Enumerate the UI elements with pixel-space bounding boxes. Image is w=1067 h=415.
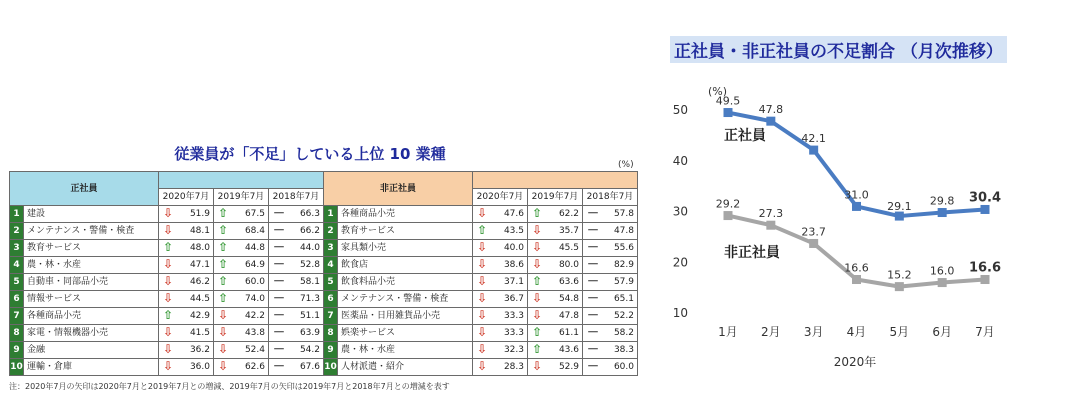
value-cell: [269, 291, 324, 308]
value-cell: [583, 359, 638, 376]
dash-icon: －: [273, 308, 286, 322]
arrow-down-icon: ⇩: [163, 274, 174, 288]
value-cell: [214, 274, 269, 291]
col-year: 2020年7月: [473, 189, 528, 206]
value-text: 36.0: [189, 362, 210, 372]
arrow-down-icon: ⇩: [218, 308, 229, 322]
rank-cell: 1: [324, 206, 338, 223]
value-text: 47.8: [558, 311, 579, 321]
value-text: 45.5: [558, 243, 579, 253]
nonregular-header: 非正社員: [324, 172, 473, 206]
value-cell: [159, 359, 214, 376]
arrow-up-icon: ⇧: [163, 308, 174, 322]
x-tick-label: 5月: [889, 325, 910, 339]
industry-cell: 各種商品小売: [24, 308, 159, 325]
value-cell: [214, 325, 269, 342]
value-text: 38.6: [503, 260, 524, 270]
data-label: 15.2: [887, 268, 912, 282]
value-text: 63.9: [299, 328, 320, 338]
rank-cell: 3: [10, 240, 24, 257]
value-cell: [269, 325, 324, 342]
value-text: 55.6: [613, 243, 634, 253]
table-row: [10, 359, 638, 376]
table-row: [10, 206, 638, 223]
value-cell: [159, 223, 214, 240]
value-cell: [269, 206, 324, 223]
value-text: 64.9: [244, 260, 265, 270]
value-cell: [473, 291, 528, 308]
value-text: 66.2: [299, 226, 320, 236]
arrow-down-icon: ⇩: [218, 325, 229, 339]
industry-cell: 運輸・倉庫: [24, 359, 159, 376]
value-cell: [473, 206, 528, 223]
dash-icon: －: [273, 359, 286, 373]
dash-icon: －: [587, 274, 600, 288]
dash-icon: －: [587, 359, 600, 373]
data-label: 30.4: [968, 190, 1002, 206]
value-cell: [214, 308, 269, 325]
value-cell: [528, 206, 583, 223]
value-text: 52.8: [299, 260, 320, 270]
y-tick-label: 20: [672, 255, 688, 270]
value-text: 38.3: [613, 345, 634, 355]
value-text: 44.5: [189, 294, 210, 304]
industry-cell: 自動車・同部品小売: [24, 274, 159, 291]
data-label: 31.0: [844, 188, 869, 202]
rank-cell: 10: [10, 359, 24, 376]
value-text: 43.8: [244, 328, 265, 338]
value-text: 82.9: [613, 260, 634, 270]
value-cell: [473, 223, 528, 240]
value-text: 43.6: [558, 345, 579, 355]
nonregular-point: [724, 211, 733, 220]
value-text: 58.1: [299, 277, 320, 287]
rank-cell: 2: [324, 223, 338, 240]
ranking-table: [9, 171, 638, 376]
col-year: 2019年7月: [214, 189, 269, 206]
value-text: 54.8: [558, 294, 579, 304]
rank-cell: 7: [10, 308, 24, 325]
value-cell: [528, 223, 583, 240]
table-row: [10, 325, 638, 342]
value-cell: [473, 308, 528, 325]
value-cell: [214, 257, 269, 274]
regular-point: [809, 146, 818, 155]
arrow-down-icon: ⇩: [218, 342, 229, 356]
rank-cell: 5: [10, 274, 24, 291]
x-tick-label: 6月: [932, 325, 952, 339]
arrow-up-icon: ⇧: [218, 206, 229, 220]
rank-cell: 4: [10, 257, 24, 274]
arrow-down-icon: ⇩: [532, 240, 543, 254]
industry-cell: 農・林・水産: [338, 342, 473, 359]
arrow-down-icon: ⇩: [163, 223, 174, 237]
value-text: 60.0: [613, 362, 634, 372]
value-cell: [269, 308, 324, 325]
industry-cell: 教育サービス: [24, 240, 159, 257]
arrow-down-icon: ⇩: [477, 206, 488, 220]
dash-icon: －: [273, 223, 286, 237]
table-row: [10, 342, 638, 359]
value-text: 42.2: [244, 311, 265, 321]
arrow-down-icon: ⇩: [477, 325, 488, 339]
industry-cell: 農・林・水産: [24, 257, 159, 274]
table-row: [10, 274, 638, 291]
regular-point: [981, 205, 990, 214]
data-label: 16.6: [844, 261, 869, 275]
regular-point: [852, 202, 861, 211]
rank-cell: 8: [10, 325, 24, 342]
value-text: 68.4: [244, 226, 265, 236]
value-text: 61.1: [558, 328, 579, 338]
nonregular-point: [809, 239, 818, 248]
value-cell: [214, 206, 269, 223]
rank-cell: 9: [10, 342, 24, 359]
y-tick-label: 50: [672, 103, 688, 117]
value-text: 36.7: [503, 294, 524, 304]
arrow-down-icon: ⇩: [477, 342, 488, 356]
industry-cell: 飲食料品小売: [338, 274, 473, 291]
value-text: 67.6: [299, 362, 320, 372]
value-text: 57.9: [613, 277, 634, 287]
value-text: 41.5: [189, 328, 210, 338]
col-year: 2020年7月: [159, 189, 214, 206]
arrow-down-icon: ⇩: [163, 291, 174, 305]
dash-icon: －: [587, 206, 600, 220]
arrow-down-icon: ⇩: [477, 291, 488, 305]
industry-cell: 飲食店: [338, 257, 473, 274]
data-label: 16.0: [929, 264, 955, 278]
industry-cell: 家電・情報機器小売: [24, 325, 159, 342]
trend-line-chart: [648, 0, 1067, 415]
value-cell: [583, 325, 638, 342]
dash-icon: －: [587, 291, 600, 305]
value-text: 28.3: [503, 362, 524, 372]
value-cell: [583, 206, 638, 223]
chart-title: 正社員・非正社員の不足割合 （月次推移）: [670, 36, 1007, 63]
value-cell: [473, 240, 528, 257]
value-text: 51.1: [299, 311, 320, 321]
value-text: 43.5: [503, 226, 524, 236]
value-cell: [583, 240, 638, 257]
regular-header: 正社員: [10, 172, 159, 206]
dash-icon: －: [273, 325, 286, 339]
dash-icon: －: [273, 342, 286, 356]
value-text: 62.6: [244, 362, 265, 372]
dash-icon: －: [587, 223, 600, 237]
value-text: 47.8: [613, 226, 634, 236]
regular-point: [766, 117, 775, 126]
rank-cell: 6: [10, 291, 24, 308]
rank-cell: 3: [324, 240, 338, 257]
value-text: 44.8: [244, 243, 265, 253]
value-text: 54.2: [299, 345, 320, 355]
trend-chart-panel: [648, 0, 1067, 415]
table-row: [10, 223, 638, 240]
value-cell: [269, 359, 324, 376]
arrow-up-icon: ⇧: [218, 257, 229, 271]
value-text: 47.6: [503, 209, 524, 219]
value-cell: [473, 274, 528, 291]
arrow-up-icon: ⇧: [218, 223, 229, 237]
table-row: [10, 257, 638, 274]
value-text: 66.3: [299, 209, 320, 219]
rank-cell: 8: [324, 325, 338, 342]
arrow-down-icon: ⇩: [218, 359, 229, 373]
value-cell: [473, 257, 528, 274]
value-cell: [269, 223, 324, 240]
arrow-down-icon: ⇩: [532, 359, 543, 373]
arrow-down-icon: ⇩: [477, 240, 488, 254]
regular-point: [938, 208, 947, 217]
value-text: 33.3: [503, 328, 524, 338]
dash-icon: －: [273, 291, 286, 305]
data-label: 47.8: [758, 103, 784, 117]
value-cell: [528, 240, 583, 257]
value-cell: [159, 274, 214, 291]
x-axis-label: 2020年: [833, 355, 877, 369]
arrow-down-icon: ⇩: [477, 359, 488, 373]
table-row: [10, 291, 638, 308]
dash-icon: －: [587, 240, 600, 254]
regular-point: [724, 108, 733, 117]
arrow-up-icon: ⇧: [532, 342, 543, 356]
dash-icon: －: [273, 257, 286, 271]
nonregular-point: [766, 221, 775, 230]
rank-cell: 6: [324, 291, 338, 308]
dash-icon: －: [273, 206, 286, 220]
dash-icon: －: [587, 325, 600, 339]
data-label: 29.2: [715, 197, 741, 211]
industry-cell: 家具類小売: [338, 240, 473, 257]
value-cell: [269, 257, 324, 274]
data-label: 29.1: [887, 200, 912, 214]
value-text: 80.0: [558, 260, 579, 270]
value-cell: [583, 308, 638, 325]
value-text: 67.5: [244, 209, 265, 219]
rank-cell: 2: [10, 223, 24, 240]
y-axis-unit: (%): [708, 85, 728, 98]
value-text: 71.3: [299, 294, 320, 304]
value-cell: [583, 342, 638, 359]
series-name-nonregular: 非正社員: [724, 245, 780, 261]
arrow-down-icon: ⇩: [532, 223, 543, 237]
value-cell: [159, 308, 214, 325]
industry-cell: 教育サービス: [338, 223, 473, 240]
arrow-down-icon: ⇩: [163, 257, 174, 271]
dash-icon: －: [587, 308, 600, 322]
arrow-up-icon: ⇧: [477, 223, 488, 237]
regular-header-band: [159, 172, 324, 189]
arrow-up-icon: ⇧: [532, 206, 543, 220]
value-text: 32.3: [503, 345, 524, 355]
value-cell: [528, 359, 583, 376]
value-text: 35.7: [558, 226, 579, 236]
arrow-up-icon: ⇧: [532, 325, 543, 339]
industry-cell: メンテナンス・警備・検査: [24, 223, 159, 240]
value-text: 42.9: [189, 311, 210, 321]
value-text: 74.0: [244, 294, 265, 304]
nonregular-point: [981, 275, 990, 284]
value-text: 47.1: [189, 260, 210, 270]
value-cell: [269, 342, 324, 359]
value-text: 51.9: [189, 209, 210, 219]
nonregular-header-band: [473, 172, 638, 189]
value-cell: [473, 359, 528, 376]
arrow-down-icon: ⇩: [477, 257, 488, 271]
table-row: [10, 308, 638, 325]
arrow-down-icon: ⇩: [163, 325, 174, 339]
x-tick-label: 1月: [718, 325, 738, 339]
value-text: 36.2: [189, 345, 210, 355]
arrow-up-icon: ⇧: [532, 274, 543, 288]
value-text: 48.0: [189, 243, 210, 253]
value-cell: [528, 308, 583, 325]
value-text: 62.2: [558, 209, 579, 219]
arrow-down-icon: ⇩: [477, 308, 488, 322]
value-cell: [269, 274, 324, 291]
industry-cell: 娯楽サービス: [338, 325, 473, 342]
series-name-regular: 正社員: [724, 128, 766, 144]
value-cell: [159, 325, 214, 342]
table-title: 従業員が「不足」している上位 10 業種: [174, 145, 446, 163]
value-cell: [528, 325, 583, 342]
col-year: 2018年7月: [269, 189, 324, 206]
data-label: 27.3: [758, 207, 784, 221]
value-text: 57.8: [613, 209, 634, 219]
col-year: 2019年7月: [528, 189, 583, 206]
rank-cell: 9: [324, 342, 338, 359]
value-cell: [583, 274, 638, 291]
value-cell: [583, 291, 638, 308]
x-tick-label: 3月: [803, 325, 824, 339]
data-label: 23.7: [801, 225, 826, 239]
dash-icon: －: [587, 257, 600, 271]
arrow-down-icon: ⇩: [163, 342, 174, 356]
value-text: 60.0: [244, 277, 265, 287]
dash-icon: －: [273, 274, 286, 288]
industry-cell: 金融: [24, 342, 159, 359]
value-text: 33.3: [503, 311, 524, 321]
value-text: 48.1: [189, 226, 210, 236]
table-row: [10, 240, 638, 257]
rank-cell: 7: [324, 308, 338, 325]
arrow-down-icon: ⇩: [532, 257, 543, 271]
value-cell: [214, 223, 269, 240]
x-tick-label: 7月: [975, 325, 995, 339]
y-tick-label: 30: [672, 204, 688, 219]
value-cell: [214, 240, 269, 257]
value-text: 46.2: [189, 277, 210, 287]
value-cell: [583, 257, 638, 274]
value-cell: [214, 342, 269, 359]
value-cell: [528, 291, 583, 308]
table-unit: (%): [618, 160, 634, 170]
rank-cell: 10: [324, 359, 338, 376]
arrow-down-icon: ⇩: [163, 359, 174, 373]
col-year: 2018年7月: [583, 189, 638, 206]
value-cell: [159, 257, 214, 274]
value-cell: [159, 240, 214, 257]
y-tick-label: 40: [672, 153, 688, 168]
value-cell: [473, 325, 528, 342]
table-note: 注：2020年7月の矢印は2020年7月と2019年7月との増減、2019年7月の矢印は2019年7月と2018年7月との増減を表す: [9, 382, 450, 391]
industry-cell: 建設: [24, 206, 159, 223]
arrow-up-icon: ⇧: [163, 240, 174, 254]
industry-cell: 人材派遣・紹介: [338, 359, 473, 376]
data-label: 49.5: [715, 94, 741, 108]
industry-cell: メンテナンス・警備・検査: [338, 291, 473, 308]
value-text: 65.1: [613, 294, 634, 304]
rank-cell: 1: [10, 206, 24, 223]
x-tick-label: 4月: [846, 325, 867, 339]
nonregular-point: [938, 278, 947, 287]
x-tick-label: 2月: [761, 325, 781, 339]
y-tick-label: 10: [672, 306, 688, 320]
value-cell: [159, 206, 214, 223]
value-text: 52.4: [244, 345, 265, 355]
nonregular-point: [852, 275, 861, 284]
data-label: 29.8: [929, 194, 955, 208]
value-cell: [473, 342, 528, 359]
industry-cell: 情報サービス: [24, 291, 159, 308]
rank-cell: 5: [324, 274, 338, 291]
value-cell: [159, 342, 214, 359]
value-cell: [528, 274, 583, 291]
value-cell: [214, 291, 269, 308]
ranking-table-body: [10, 206, 638, 376]
arrow-up-icon: ⇧: [218, 274, 229, 288]
value-text: 52.9: [558, 362, 579, 372]
nonregular-point: [895, 282, 904, 291]
dash-icon: －: [587, 342, 600, 356]
value-cell: [528, 257, 583, 274]
industry-cell: 医薬品・日用雑貨品小売: [338, 308, 473, 325]
value-text: 52.2: [613, 311, 634, 321]
value-cell: [583, 223, 638, 240]
dash-icon: －: [273, 240, 286, 254]
value-text: 58.2: [613, 328, 634, 338]
arrow-up-icon: ⇧: [218, 291, 229, 305]
rank-cell: 4: [324, 257, 338, 274]
arrow-down-icon: ⇩: [532, 308, 543, 322]
value-text: 40.0: [503, 243, 524, 253]
value-cell: [159, 291, 214, 308]
value-cell: [269, 240, 324, 257]
value-cell: [214, 359, 269, 376]
value-cell: [528, 342, 583, 359]
value-text: 37.1: [503, 277, 524, 287]
data-label: 42.1: [801, 132, 826, 146]
arrow-down-icon: ⇩: [477, 274, 488, 288]
arrow-up-icon: ⇧: [218, 240, 229, 254]
value-text: 63.6: [558, 277, 579, 287]
value-text: 44.0: [299, 243, 320, 253]
data-label: 16.6: [968, 260, 1002, 276]
arrow-down-icon: ⇩: [163, 206, 174, 220]
arrow-down-icon: ⇩: [532, 291, 543, 305]
industry-cell: 各種商品小売: [338, 206, 473, 223]
